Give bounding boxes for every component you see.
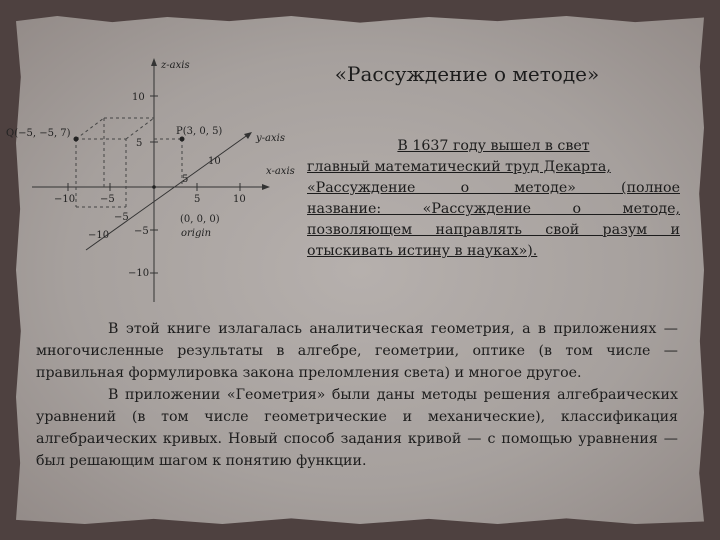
- y-axis-arrow: [244, 132, 252, 139]
- point-q-marker: [74, 137, 79, 142]
- coordinate-diagram: [4, 52, 304, 307]
- z-tick-label: 10: [132, 92, 145, 103]
- origin-marker: [152, 185, 156, 189]
- intro-line: главный математический труд Декарта,: [307, 159, 611, 175]
- z-tick-label: −10: [128, 268, 150, 279]
- intro-line: позволяющем направлять свой разум и: [307, 222, 680, 238]
- y-axis-label: y-axis: [256, 133, 285, 144]
- x-tick-label: −5: [100, 194, 115, 205]
- x-tick-label: −10: [54, 194, 76, 205]
- point-q-label: Q(−5, −5, 7): [6, 128, 71, 139]
- y-tick-label: 10: [208, 156, 221, 167]
- intro-line: название: «Рассуждение о методе,: [307, 201, 680, 217]
- x-tick-label: 5: [194, 194, 201, 205]
- y-axis-line: [86, 134, 249, 250]
- intro-line: отыскивать истину в науках»).: [307, 243, 538, 259]
- p-construction-lines: [154, 139, 182, 187]
- z-tick-label: −5: [134, 226, 149, 237]
- paragraph: В этой книге излагалась аналитическая геометрия, а в приложениях — многочисленные результаты в алгебре, геометрии, оптике (в том числе — правильная формулировка закона преломления света) и многое другое.: [36, 321, 678, 381]
- x-axis-arrow: [262, 184, 270, 190]
- intro-line: «Рассуждение о методе» (полное: [307, 180, 680, 196]
- z-axis-arrow: [151, 58, 157, 66]
- body-text: [36, 318, 678, 472]
- y-tick-label: −5: [114, 212, 129, 223]
- q-construction-lines: [76, 118, 154, 207]
- y-tick-label: 5: [182, 174, 189, 185]
- point-p-label: P(3, 0, 5): [176, 126, 223, 137]
- point-p-marker: [180, 137, 185, 142]
- slide-title: «Рассуждение о методе»: [334, 62, 600, 86]
- origin-coords-label: (0, 0, 0): [180, 214, 220, 225]
- intro-line: В 1637 году вышел в свет: [397, 138, 590, 154]
- z-axis-label: z-axis: [161, 60, 190, 71]
- x-axis-label: x-axis: [266, 166, 295, 177]
- origin-word-label: origin: [181, 228, 212, 239]
- paragraph: В приложении «Геометрия» были даны методы решения алгебраических уравнений (в том числе геометрические и механические), классификация алгебраических кривых. Новый способ задания кривой — с помощью уравнения — был решающим шагом к понятию функции.: [36, 387, 678, 469]
- x-tick-label: 10: [233, 194, 246, 205]
- intro-text: [307, 136, 680, 262]
- z-tick-label: 5: [136, 138, 143, 149]
- y-tick-label: −10: [88, 230, 110, 241]
